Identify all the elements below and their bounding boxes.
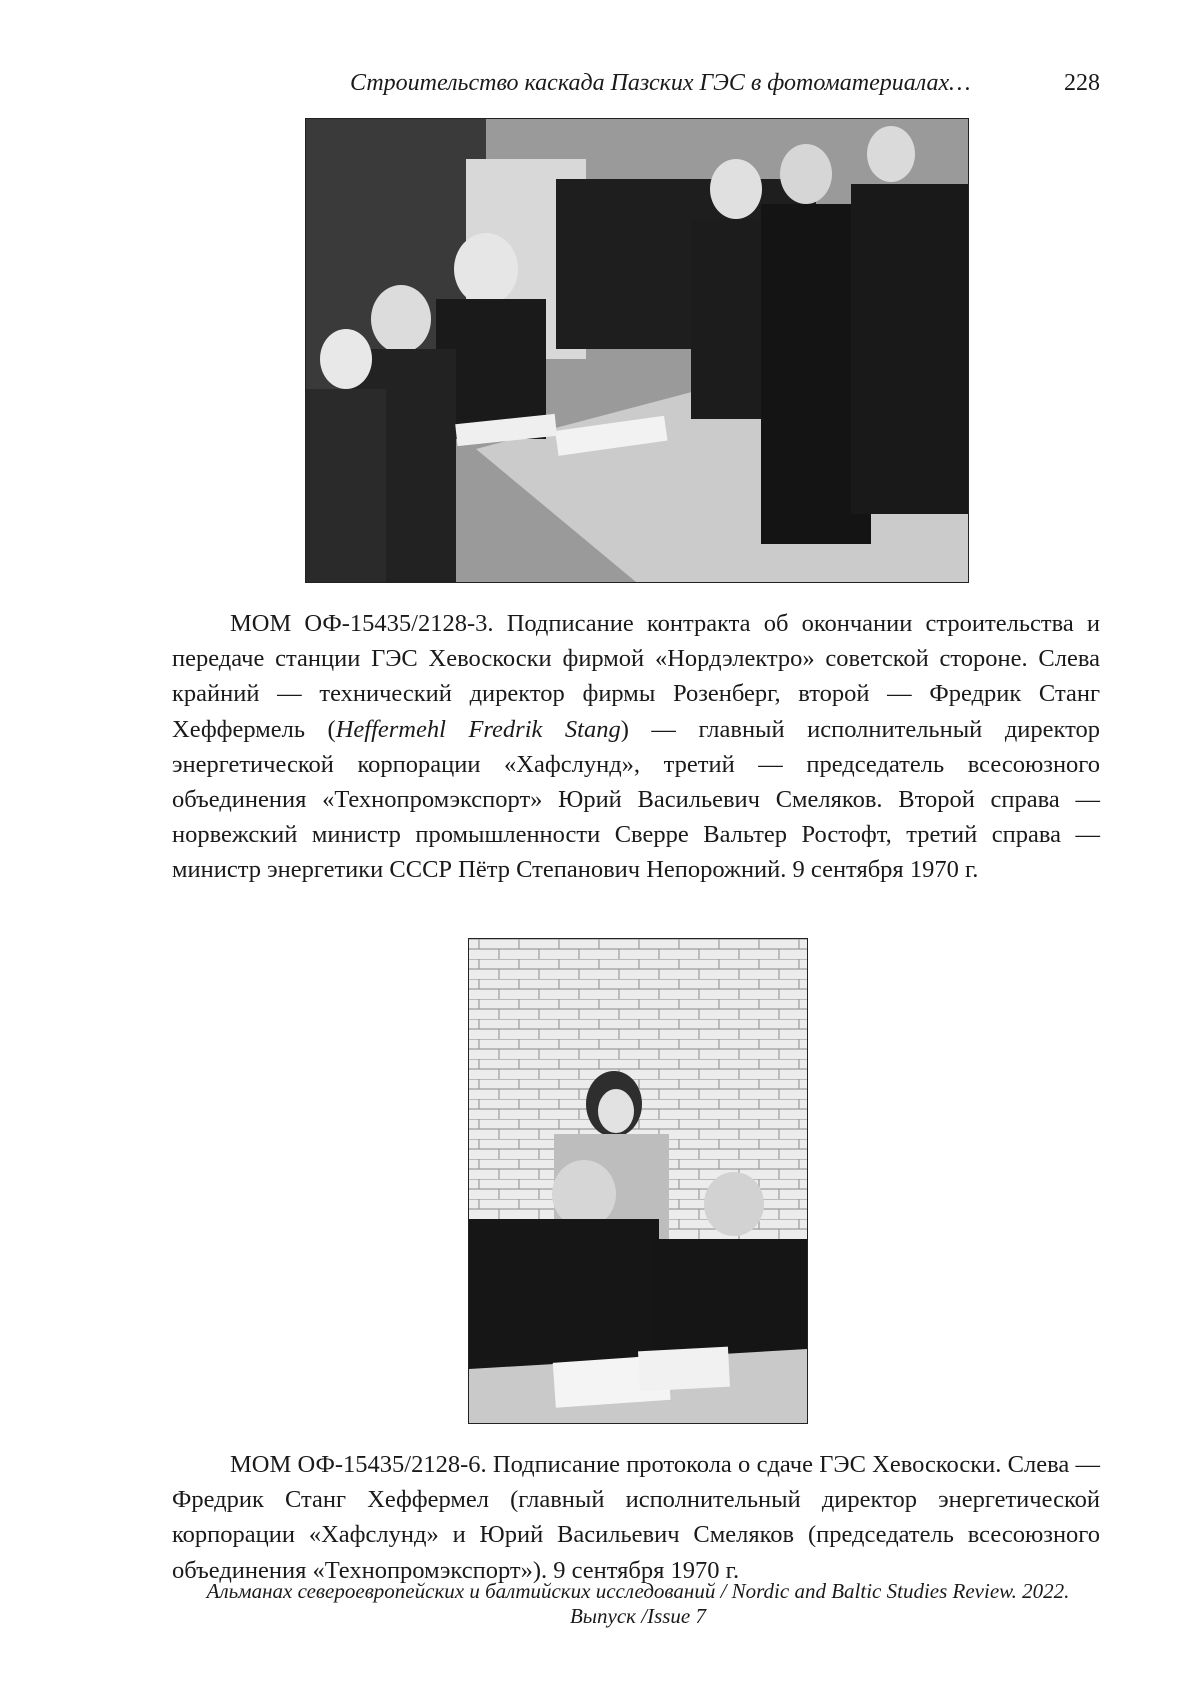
running-title: Строительство каскада Пазских ГЭС в фотоматериалах… — [350, 70, 971, 96]
caption-figure-1-lead: МОМ ОФ-15435/2128-3. Подписание контракта об окончании строительства и передаче станции ГЭС Хевоскоски фирмой «Нордэлектро» советской стороне. Слева крайний — технический директор фирмы Розенберг, второй — Фредрик Станг Хеффермель ( — [172, 610, 1100, 743]
caption-figure-1-tail: ) — главный исполнительный директор энергетической корпорации «Хафслунд», третий — председатель всесоюзного объединения «Технопромэкспорт» Юрий Васильевич Смеляков. Второй справа — норвежский министр промышленности Сверре Вальтер Ростофт, третий справа — министр энергетики СССР Пётр Степанович Непорожний. 9 сентября 1970 г. — [172, 715, 1100, 884]
caption-figure-1 — [172, 606, 1100, 888]
photo-contract-signing-image — [306, 119, 968, 582]
caption-figure-1-latin-name: Heffermehl Fredrik Stang — [335, 715, 621, 743]
journal-footer: Альманах североевропейских и балтийских исследований / Nordic and Baltic Studies Review. 2022. Выпуск /Issue 7 — [206, 1579, 1070, 1628]
page-number: 228 — [1064, 70, 1100, 96]
running-head — [170, 70, 1100, 106]
caption-figure-2-text: МОМ ОФ-15435/2128-6. Подписание протокола о сдаче ГЭС Хевоскоски. Слева — Фредрик Станг Хеффермел (главный исполнительный директор энергетической корпорации «Хафслунд» и Юрий Васильевич Смеляков (председатель всесоюзного объединения «Технопромэкспорт»). 9 сентября 1970 г. — [172, 1451, 1100, 1584]
photo-contract-signing — [305, 118, 969, 583]
caption-figure-1-text — [172, 606, 1100, 888]
photo-protocol-signing-image — [469, 939, 807, 1423]
caption-figure-2 — [172, 1447, 1100, 1588]
photo-protocol-signing — [468, 938, 808, 1424]
